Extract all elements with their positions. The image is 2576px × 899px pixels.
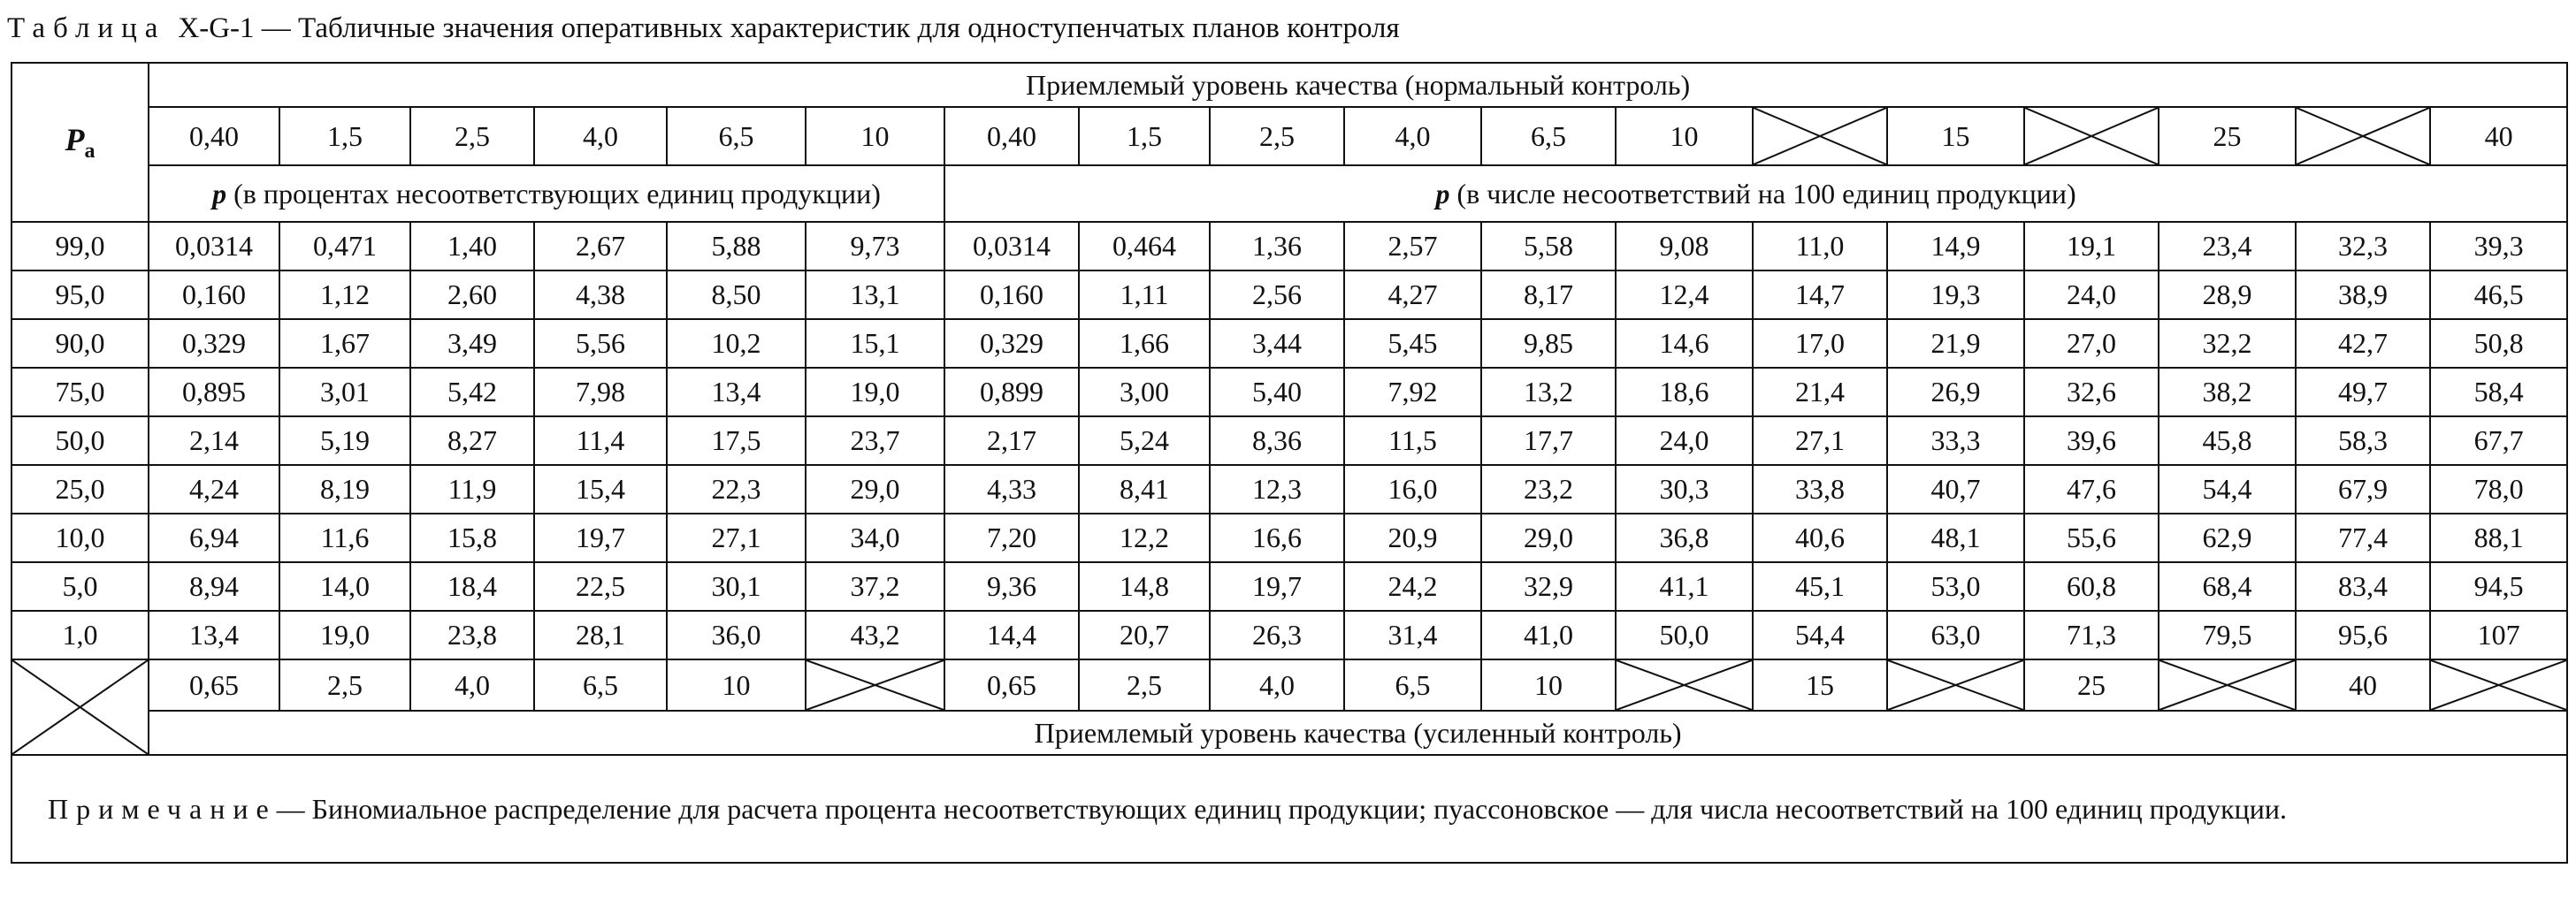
value-cell: 17,7 <box>1481 416 1616 465</box>
value-cell: 0,329 <box>149 319 279 368</box>
value-cell: 54,4 <box>1753 611 1887 659</box>
value-cell: 4,38 <box>534 270 667 319</box>
normal-level-cell: 1,5 <box>279 107 410 165</box>
value-cell: 24,0 <box>1616 416 1753 465</box>
value-cell: 2,60 <box>410 270 534 319</box>
value-cell: 8,17 <box>1481 270 1616 319</box>
value-cell: 23,2 <box>1481 465 1616 514</box>
value-cell: 47,6 <box>2024 465 2159 514</box>
value-cell: 19,7 <box>1210 562 1344 611</box>
value-cell: 40,7 <box>1887 465 2024 514</box>
normal-level-cell: 10 <box>1616 107 1753 165</box>
value-cell: 11,5 <box>1344 416 1481 465</box>
value-cell: 32,6 <box>2024 368 2159 416</box>
value-cell: 94,5 <box>2430 562 2567 611</box>
value-cell: 62,9 <box>2159 514 2296 562</box>
value-cell: 107 <box>2430 611 2567 659</box>
tightened-crossed-cell <box>2159 659 2296 711</box>
unit-percent-cell <box>149 165 944 222</box>
table-title-text: — Табличные значения оперативных характеристик для одноступенчатых планов контроля <box>261 12 1400 44</box>
value-cell: 46,5 <box>2430 270 2567 319</box>
value-cell: 0,899 <box>944 368 1079 416</box>
value-cell: 67,7 <box>2430 416 2567 465</box>
table-title-code: X-G-1 <box>178 12 255 44</box>
normal-level-cell: 2,5 <box>410 107 534 165</box>
value-cell: 45,8 <box>2159 416 2296 465</box>
value-cell: 19,3 <box>1887 270 2024 319</box>
value-cell: 5,58 <box>1481 222 1616 270</box>
value-cell: 14,7 <box>1753 270 1887 319</box>
pa-value-cell: 1,0 <box>11 611 149 659</box>
value-cell: 9,73 <box>806 222 944 270</box>
value-cell: 50,8 <box>2430 319 2567 368</box>
tightened-level-cell: 15 <box>1753 659 1887 711</box>
value-cell: 16,6 <box>1210 514 1344 562</box>
value-cell: 77,4 <box>2296 514 2430 562</box>
value-cell: 19,0 <box>279 611 410 659</box>
data-body <box>11 222 2567 659</box>
tightened-level-cell: 10 <box>667 659 806 711</box>
cross-mark-icon <box>12 660 148 754</box>
table-title <box>7 5 1400 51</box>
value-cell: 18,4 <box>410 562 534 611</box>
value-cell: 3,01 <box>279 368 410 416</box>
value-cell: 55,6 <box>2024 514 2159 562</box>
value-cell: 1,12 <box>279 270 410 319</box>
value-cell: 3,49 <box>410 319 534 368</box>
value-cell: 23,8 <box>410 611 534 659</box>
value-cell: 29,0 <box>806 465 944 514</box>
value-cell: 0,160 <box>149 270 279 319</box>
value-cell: 2,67 <box>534 222 667 270</box>
value-cell: 39,3 <box>2430 222 2567 270</box>
value-cell: 23,7 <box>806 416 944 465</box>
tightened-inspection-header: Приемлемый уровень качества (усиленный контроль) <box>149 711 2567 755</box>
value-cell: 3,44 <box>1210 319 1344 368</box>
value-cell: 16,0 <box>1344 465 1481 514</box>
value-cell: 17,5 <box>667 416 806 465</box>
table-row <box>11 416 2567 465</box>
value-cell: 17,0 <box>1753 319 1887 368</box>
value-cell: 58,3 <box>2296 416 2430 465</box>
value-cell: 53,0 <box>1887 562 2024 611</box>
normal-level-cell: 6,5 <box>1481 107 1616 165</box>
table-row <box>11 222 2567 270</box>
normal-level-cell: 15 <box>1887 107 2024 165</box>
value-cell: 21,4 <box>1753 368 1887 416</box>
value-cell: 26,9 <box>1887 368 2024 416</box>
normal-crossed-cell <box>2296 107 2430 165</box>
value-cell: 31,4 <box>1344 611 1481 659</box>
tightened-level-cell: 6,5 <box>1344 659 1481 711</box>
unit-count-cell <box>944 165 2567 222</box>
note-cell <box>11 755 2567 863</box>
value-cell: 68,4 <box>2159 562 2296 611</box>
value-cell: 27,0 <box>2024 319 2159 368</box>
table-row <box>11 270 2567 319</box>
table-row <box>11 562 2567 611</box>
value-cell: 79,5 <box>2159 611 2296 659</box>
value-cell: 4,27 <box>1344 270 1481 319</box>
normal-level-cell: 6,5 <box>667 107 806 165</box>
value-cell: 15,1 <box>806 319 944 368</box>
table-row <box>11 611 2567 659</box>
value-cell: 83,4 <box>2296 562 2430 611</box>
value-cell: 71,3 <box>2024 611 2159 659</box>
cross-mark-icon <box>1617 660 1752 710</box>
value-cell: 14,4 <box>944 611 1079 659</box>
tightened-level-cell: 2,5 <box>279 659 410 711</box>
value-cell: 34,0 <box>806 514 944 562</box>
value-cell: 33,8 <box>1753 465 1887 514</box>
value-cell: 2,56 <box>1210 270 1344 319</box>
value-cell: 45,1 <box>1753 562 1887 611</box>
table-row <box>11 319 2567 368</box>
value-cell: 13,1 <box>806 270 944 319</box>
value-cell: 36,8 <box>1616 514 1753 562</box>
value-cell: 8,36 <box>1210 416 1344 465</box>
cross-mark-icon <box>2025 108 2158 164</box>
normal-level-cell: 40 <box>2430 107 2567 165</box>
value-cell: 20,9 <box>1344 514 1481 562</box>
value-cell: 10,2 <box>667 319 806 368</box>
normal-level-cell: 0,40 <box>149 107 279 165</box>
tightened-level-cell: 4,0 <box>1210 659 1344 711</box>
value-cell: 8,50 <box>667 270 806 319</box>
value-cell: 15,8 <box>410 514 534 562</box>
value-cell: 13,4 <box>667 368 806 416</box>
value-cell: 14,6 <box>1616 319 1753 368</box>
value-cell: 50,0 <box>1616 611 1753 659</box>
value-cell: 32,9 <box>1481 562 1616 611</box>
value-cell: 60,8 <box>2024 562 2159 611</box>
value-cell: 32,2 <box>2159 319 2296 368</box>
note-row <box>11 755 2567 863</box>
normal-crossed-cell <box>1753 107 1887 165</box>
value-cell: 1,11 <box>1079 270 1210 319</box>
value-cell: 41,0 <box>1481 611 1616 659</box>
normal-level-cell: 0,40 <box>944 107 1079 165</box>
pa-value-cell: 99,0 <box>11 222 149 270</box>
value-cell: 13,2 <box>1481 368 1616 416</box>
cross-mark-icon <box>806 660 944 710</box>
value-cell: 19,1 <box>2024 222 2159 270</box>
value-cell: 5,24 <box>1079 416 1210 465</box>
tightened-crossed-cell <box>1616 659 1753 711</box>
tightened-level-cell: 0,65 <box>149 659 279 711</box>
unit-percent-symbol: p <box>212 177 227 210</box>
value-cell: 29,0 <box>1481 514 1616 562</box>
value-cell: 37,2 <box>806 562 944 611</box>
value-cell: 21,9 <box>1887 319 2024 368</box>
value-cell: 8,19 <box>279 465 410 514</box>
value-cell: 12,2 <box>1079 514 1210 562</box>
value-cell: 23,4 <box>2159 222 2296 270</box>
pa-header-cell <box>11 63 149 222</box>
pa-value-cell: 10,0 <box>11 514 149 562</box>
value-cell: 9,36 <box>944 562 1079 611</box>
value-cell: 30,3 <box>1616 465 1753 514</box>
value-cell: 42,7 <box>2296 319 2430 368</box>
table-row <box>11 514 2567 562</box>
tightened-crossed-cell <box>806 659 944 711</box>
units-row <box>11 165 2567 222</box>
crossed-corner-cell <box>11 659 149 755</box>
value-cell: 22,3 <box>667 465 806 514</box>
tightened-level-cell: 2,5 <box>1079 659 1210 711</box>
value-cell: 1,40 <box>410 222 534 270</box>
value-cell: 48,1 <box>1887 514 2024 562</box>
value-cell: 4,24 <box>149 465 279 514</box>
value-cell: 0,471 <box>279 222 410 270</box>
pa-value-cell: 25,0 <box>11 465 149 514</box>
value-cell: 0,0314 <box>944 222 1079 270</box>
value-cell: 3,00 <box>1079 368 1210 416</box>
value-cell: 41,1 <box>1616 562 1753 611</box>
value-cell: 27,1 <box>1753 416 1887 465</box>
normal-levels-row <box>11 107 2567 165</box>
value-cell: 14,9 <box>1887 222 2024 270</box>
cross-mark-icon <box>1888 660 2023 710</box>
value-cell: 54,4 <box>2159 465 2296 514</box>
value-cell: 30,1 <box>667 562 806 611</box>
value-cell: 49,7 <box>2296 368 2430 416</box>
value-cell: 95,6 <box>2296 611 2430 659</box>
normal-level-cell: 4,0 <box>1344 107 1481 165</box>
header-row-normal <box>11 63 2567 107</box>
value-cell: 5,40 <box>1210 368 1344 416</box>
value-cell: 1,67 <box>279 319 410 368</box>
tightened-level-cell: 10 <box>1481 659 1616 711</box>
value-cell: 11,9 <box>410 465 534 514</box>
value-cell: 2,17 <box>944 416 1079 465</box>
tightened-crossed-cell <box>1887 659 2024 711</box>
value-cell: 38,2 <box>2159 368 2296 416</box>
tightened-level-cell: 40 <box>2296 659 2430 711</box>
normal-level-cell: 10 <box>806 107 944 165</box>
pa-symbol: P <box>65 121 85 157</box>
cross-mark-icon <box>2297 108 2429 164</box>
table-row <box>11 368 2567 416</box>
tightened-crossed-cell <box>2430 659 2567 711</box>
value-cell: 27,1 <box>667 514 806 562</box>
value-cell: 7,98 <box>534 368 667 416</box>
value-cell: 9,85 <box>1481 319 1616 368</box>
normal-level-cell: 4,0 <box>534 107 667 165</box>
value-cell: 5,42 <box>410 368 534 416</box>
value-cell: 0,464 <box>1079 222 1210 270</box>
value-cell: 11,0 <box>1753 222 1887 270</box>
normal-inspection-header: Приемлемый уровень качества (нормальный контроль) <box>149 63 2567 107</box>
tightened-level-cell: 6,5 <box>534 659 667 711</box>
value-cell: 0,160 <box>944 270 1079 319</box>
value-cell: 12,4 <box>1616 270 1753 319</box>
value-cell: 5,45 <box>1344 319 1481 368</box>
cross-mark-icon <box>2431 660 2566 710</box>
value-cell: 22,5 <box>534 562 667 611</box>
cross-mark-icon <box>1754 108 1886 164</box>
value-cell: 2,14 <box>149 416 279 465</box>
value-cell: 39,6 <box>2024 416 2159 465</box>
value-cell: 1,66 <box>1079 319 1210 368</box>
value-cell: 20,7 <box>1079 611 1210 659</box>
value-cell: 4,33 <box>944 465 1079 514</box>
value-cell: 1,36 <box>1210 222 1344 270</box>
table-title-lead: Таблица <box>7 12 166 44</box>
value-cell: 0,0314 <box>149 222 279 270</box>
normal-level-cell: 2,5 <box>1210 107 1344 165</box>
header-row-tightened <box>11 711 2567 755</box>
normal-level-cell: 25 <box>2159 107 2296 165</box>
value-cell: 8,27 <box>410 416 534 465</box>
value-cell: 26,3 <box>1210 611 1344 659</box>
value-cell: 5,56 <box>534 319 667 368</box>
value-cell: 13,4 <box>149 611 279 659</box>
value-cell: 15,4 <box>534 465 667 514</box>
tightened-level-cell: 25 <box>2024 659 2159 711</box>
value-cell: 32,3 <box>2296 222 2430 270</box>
value-cell: 24,0 <box>2024 270 2159 319</box>
unit-percent-text: (в процентах несоответствующих единиц продукции) <box>233 177 881 210</box>
value-cell: 18,6 <box>1616 368 1753 416</box>
value-cell: 67,9 <box>2296 465 2430 514</box>
normal-level-cell: 1,5 <box>1079 107 1210 165</box>
value-cell: 78,0 <box>2430 465 2567 514</box>
value-cell: 6,94 <box>149 514 279 562</box>
value-cell: 19,7 <box>534 514 667 562</box>
note-lead: Примечание <box>48 793 277 825</box>
value-cell: 5,88 <box>667 222 806 270</box>
value-cell: 58,4 <box>2430 368 2567 416</box>
unit-count-symbol: p <box>1435 177 1450 210</box>
tightened-level-cell: 4,0 <box>410 659 534 711</box>
value-cell: 28,9 <box>2159 270 2296 319</box>
note-text: — Биномиальное распределение для расчета процента несоответствующих единиц продукции; пуассоновское — для числа несоответствий на 100 единиц продукции. <box>276 793 2287 825</box>
value-cell: 7,20 <box>944 514 1079 562</box>
value-cell: 5,19 <box>279 416 410 465</box>
value-cell: 24,2 <box>1344 562 1481 611</box>
value-cell: 38,9 <box>2296 270 2430 319</box>
value-cell: 28,1 <box>534 611 667 659</box>
unit-count-text: (в числе несоответствий на 100 единиц продукции) <box>1456 177 2076 210</box>
pa-value-cell: 5,0 <box>11 562 149 611</box>
value-cell: 14,8 <box>1079 562 1210 611</box>
value-cell: 36,0 <box>667 611 806 659</box>
value-cell: 88,1 <box>2430 514 2567 562</box>
value-cell: 8,94 <box>149 562 279 611</box>
value-cell: 43,2 <box>806 611 944 659</box>
tightened-level-cell: 0,65 <box>944 659 1079 711</box>
value-cell: 14,0 <box>279 562 410 611</box>
value-cell: 9,08 <box>1616 222 1753 270</box>
value-cell: 63,0 <box>1887 611 2024 659</box>
pa-value-cell: 75,0 <box>11 368 149 416</box>
normal-crossed-cell <box>2024 107 2159 165</box>
table-row <box>11 465 2567 514</box>
oc-values-table <box>11 62 2568 864</box>
pa-value-cell: 50,0 <box>11 416 149 465</box>
pa-value-cell: 90,0 <box>11 319 149 368</box>
value-cell: 2,57 <box>1344 222 1481 270</box>
value-cell: 40,6 <box>1753 514 1887 562</box>
cross-mark-icon <box>2159 660 2295 710</box>
value-cell: 0,329 <box>944 319 1079 368</box>
pa-subscript: a <box>84 140 96 164</box>
value-cell: 33,3 <box>1887 416 2024 465</box>
value-cell: 19,0 <box>806 368 944 416</box>
value-cell: 8,41 <box>1079 465 1210 514</box>
pa-value-cell: 95,0 <box>11 270 149 319</box>
value-cell: 0,895 <box>149 368 279 416</box>
tightened-levels-row <box>11 659 2567 711</box>
value-cell: 11,6 <box>279 514 410 562</box>
value-cell: 7,92 <box>1344 368 1481 416</box>
value-cell: 12,3 <box>1210 465 1344 514</box>
value-cell: 11,4 <box>534 416 667 465</box>
